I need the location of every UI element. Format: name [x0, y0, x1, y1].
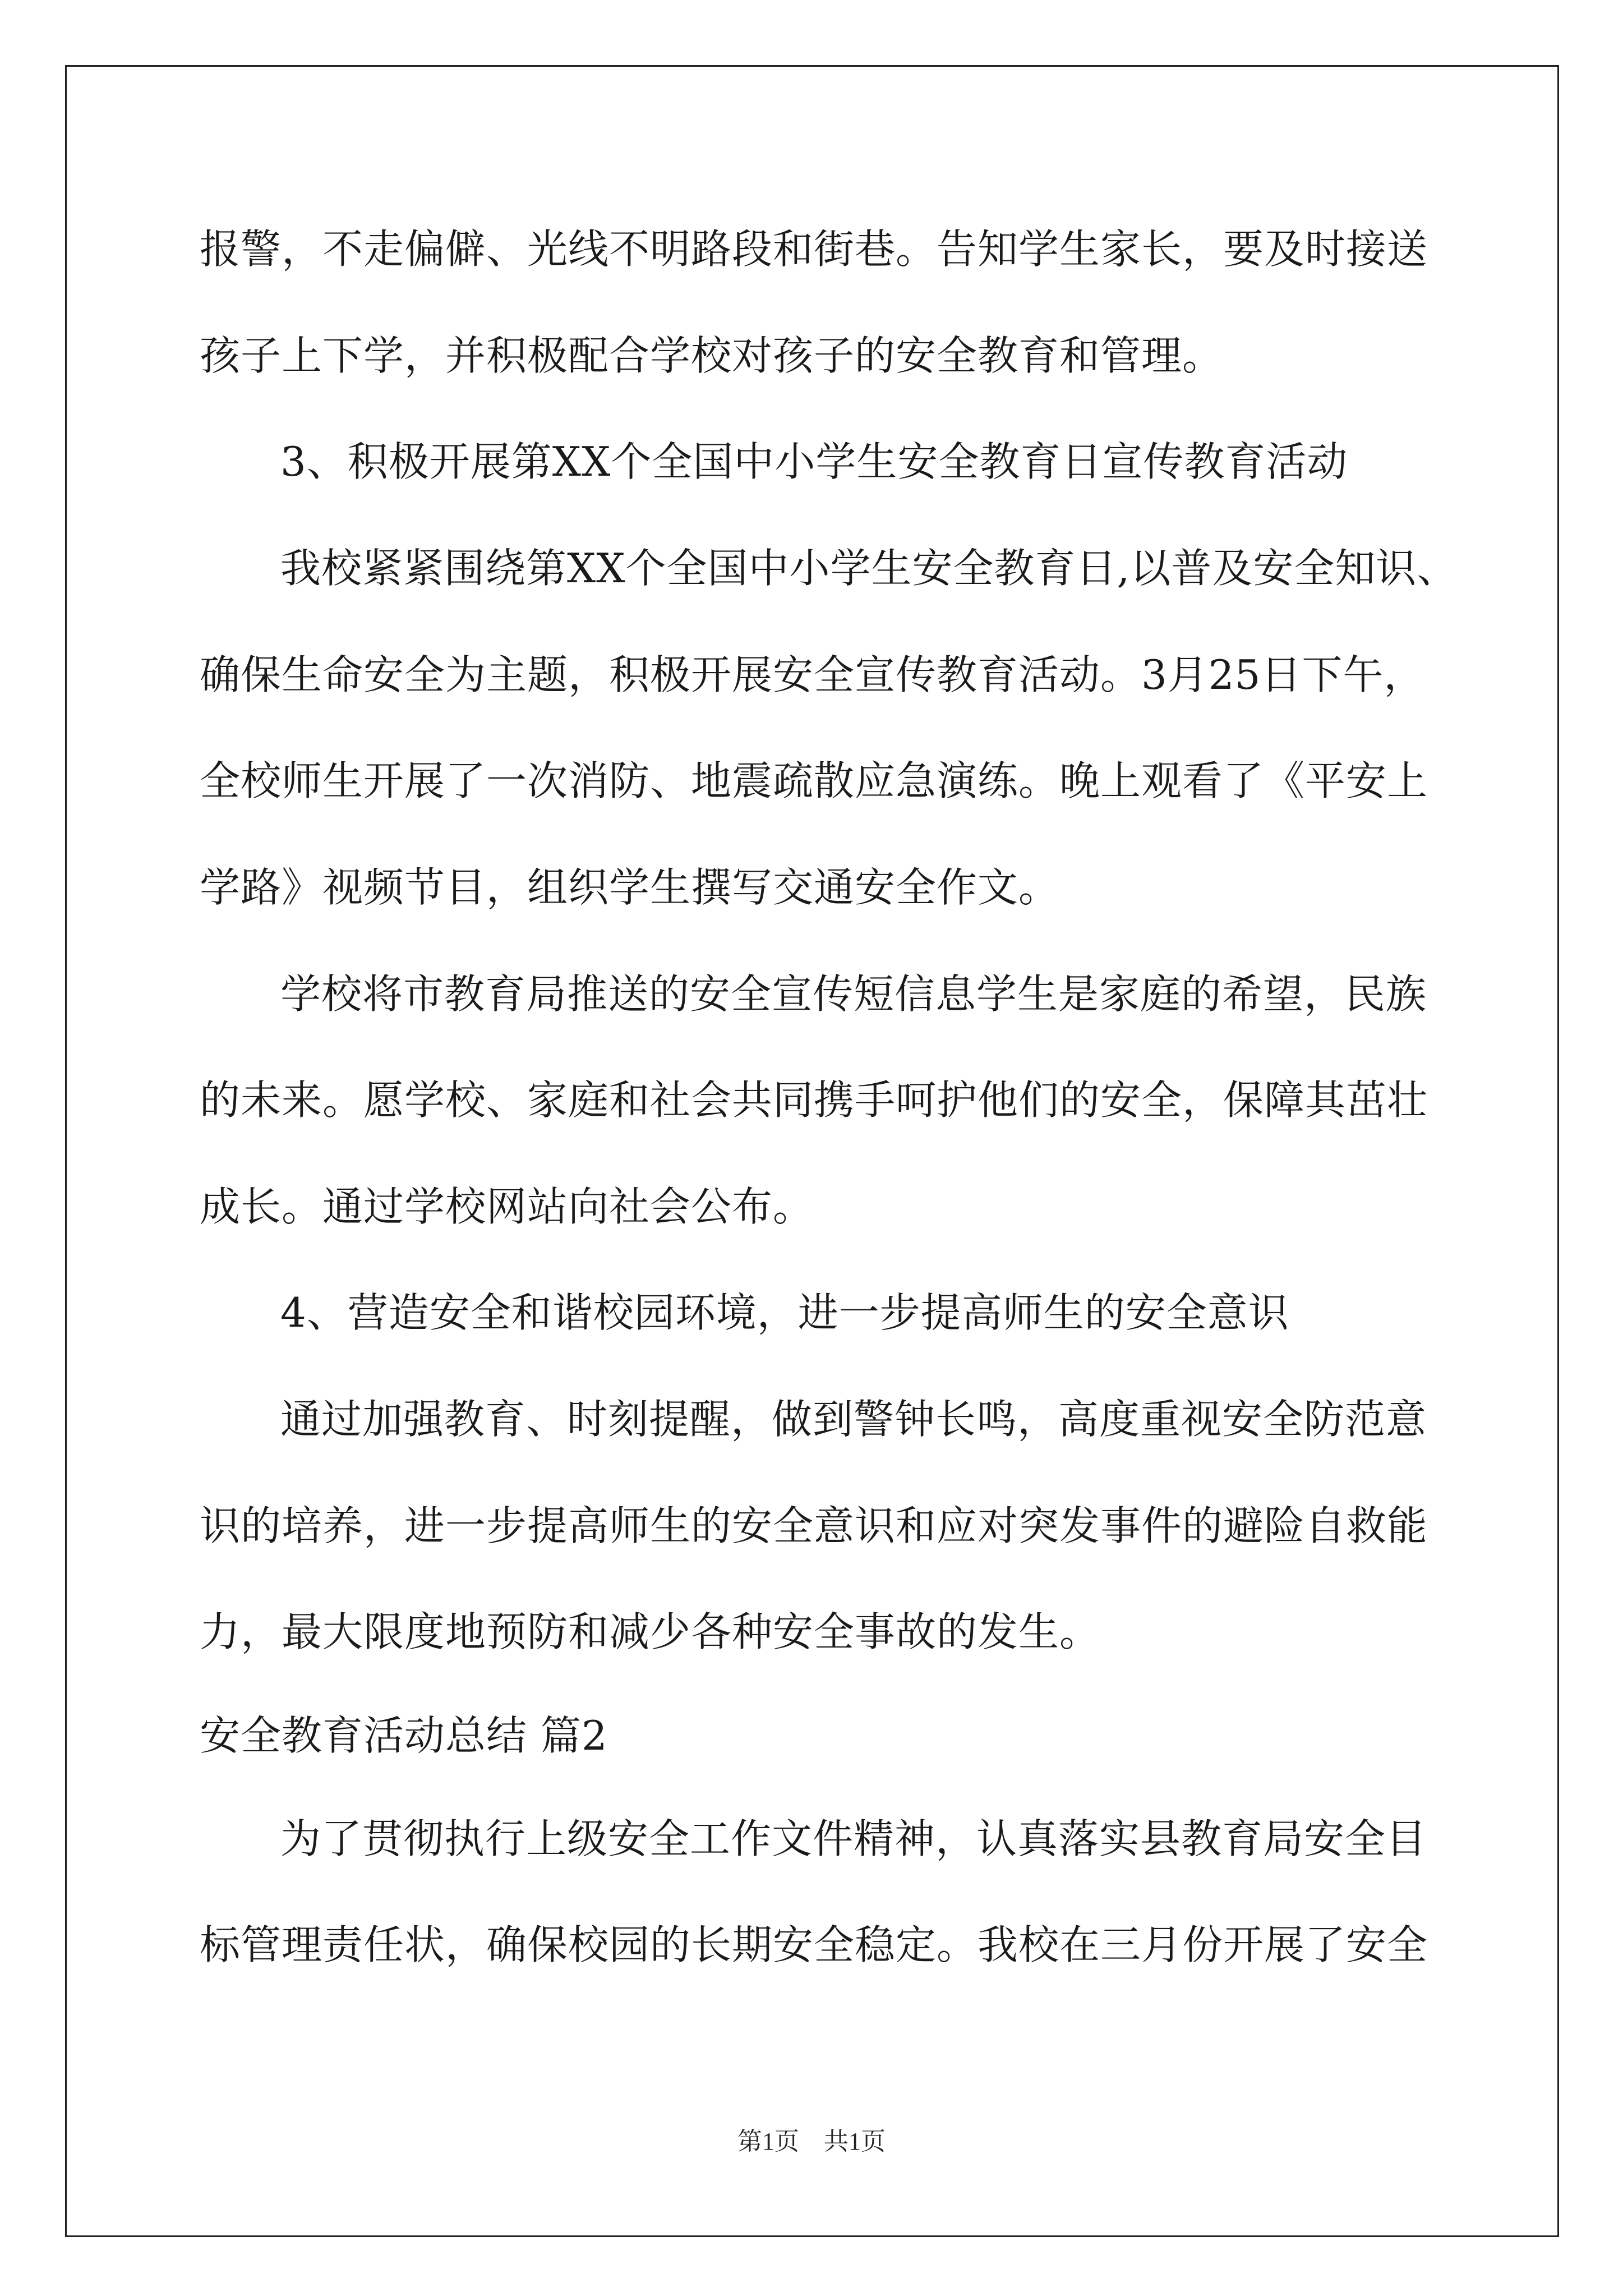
body-text-line: 确保生命安全为主题，积极开展安全宣传教育活动。3月25日下午， — [200, 651, 1425, 698]
section-heading-4: 4、营造安全和谐校园环境，进一步提高师生的安全意识 — [280, 1289, 1289, 1336]
body-text-line: 全校师生开展了一次消防、地震疏散应急演练。晚上观看了《平安上 — [200, 757, 1428, 804]
body-text-line: 我校紧紧围绕第XX个全国中小学生安全教育日,以普及安全知识、 — [280, 545, 1458, 592]
body-text-line: 识的培养，进一步提高师生的安全意识和应对突发事件的避险自救能 — [200, 1502, 1428, 1549]
page-border — [65, 65, 1559, 2237]
body-text-line: 成长。通过学校网站向社会公布。 — [200, 1183, 814, 1230]
body-text-line: 报警，不走偏僻、光线不明路段和街巷。告知学生家长，要及时接送 — [200, 226, 1428, 273]
body-text-line: 孩子上下学，并积极配合学校对孩子的安全教育和管理。 — [200, 332, 1224, 379]
section-heading-3: 3、积极开展第XX个全国中小学生安全教育日宣传教育活动 — [280, 438, 1348, 485]
body-text-line: 学路》视频节目，组织学生撰写交通安全作文。 — [200, 864, 1060, 911]
body-text-line: 学校将市教育局推送的安全宣传短信息学生是家庭的希望，民族 — [280, 970, 1427, 1018]
body-text-line: 的未来。愿学校、家庭和社会共同携手呵护他们的安全，保障其茁壮 — [200, 1076, 1428, 1124]
body-text-line: 通过加强教育、时刻提醒，做到警钟长鸣，高度重视安全防范意 — [280, 1396, 1427, 1443]
body-text-line: 标管理责任状，确保校园的长期安全稳定。我校在三月份开展了安全 — [200, 1921, 1428, 1968]
body-text-line: 力，最大限度地预防和减少各种安全事故的发生。 — [200, 1608, 1101, 1655]
article-title-part2: 安全教育活动总结 篇2 — [200, 1712, 608, 1759]
body-text-line: 为了贯彻执行上级安全工作文件精神，认真落实县教育局安全目 — [280, 1815, 1427, 1862]
page-footer: 第1页 共1页 — [737, 2128, 886, 2155]
